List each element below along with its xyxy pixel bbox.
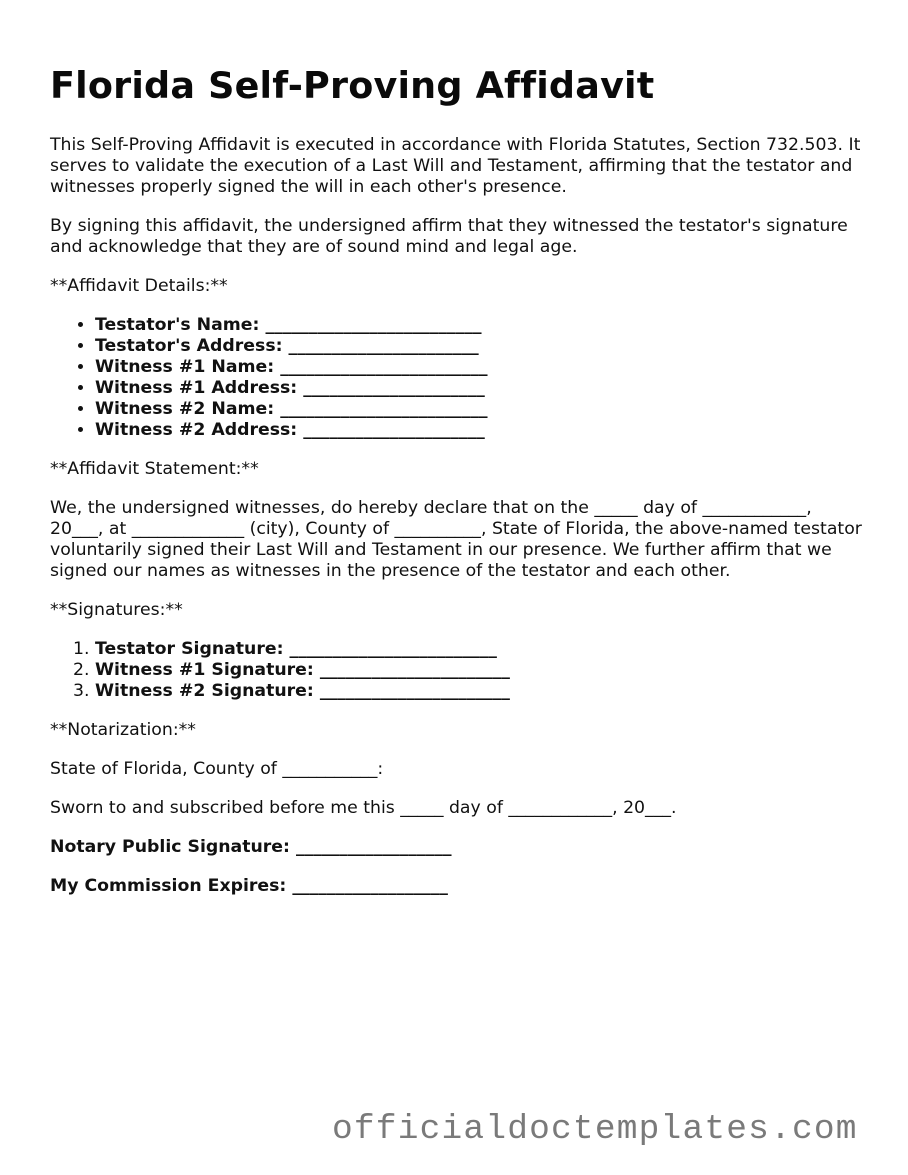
notary-signature-blank[interactable]: __________________ bbox=[295, 837, 452, 857]
notary-signature-label: Notary Public Signature: bbox=[50, 837, 290, 857]
signature-item-witness2 bbox=[95, 681, 870, 702]
detail-item-witness2-name bbox=[95, 399, 870, 420]
signatures-list bbox=[50, 639, 870, 702]
commission-expires-blank[interactable]: __________________ bbox=[292, 876, 448, 896]
detail-item-witness1-name bbox=[95, 357, 870, 378]
intro-paragraph-2: By signing this affidavit, the undersigned affirm that they witnessed the testator's signature and acknowledge that they are of sound mind and legal age. bbox=[50, 216, 848, 257]
details-heading: **Affidavit Details:** bbox=[50, 276, 228, 296]
detail-label: Witness #2 Name: bbox=[95, 399, 275, 419]
statement-text: We, the undersigned witnesses, do hereby declare that on the _____ day of ____________, 20___, at _____________ (city), County of __________, State of Florida, the above-named testator voluntarily signed their Last Will and Testament in our presence. We further affirm that we signed our names as witnesses in the presence of the testator and each other. bbox=[50, 498, 862, 581]
notarization-sworn-line: Sworn to and subscribed before me this _____ day of ____________, 20___. bbox=[50, 798, 677, 818]
signature-label: Witness #2 Signature: bbox=[95, 681, 314, 701]
notarization-county-line: State of Florida, County of ___________: bbox=[50, 759, 384, 779]
witness2-signature-blank[interactable]: ______________________ bbox=[319, 681, 510, 701]
witness1-name-blank[interactable]: ________________________ bbox=[280, 357, 488, 377]
commission-expires-label: My Commission Expires: bbox=[50, 876, 287, 896]
detail-label: Witness #1 Name: bbox=[95, 357, 275, 377]
signature-item-testator bbox=[95, 639, 870, 660]
intro-paragraph-1: This Self-Proving Affidavit is executed in accordance with Florida Statutes, Section 732.503. It serves to validate the execution of a Last Will and Testament, affirming that the testator and witnesses properly signed the will in each other's presence. bbox=[50, 135, 861, 197]
detail-label: Testator's Name: bbox=[95, 315, 260, 335]
signature-label: Testator Signature: bbox=[95, 639, 284, 659]
witness1-signature-blank[interactable]: ______________________ bbox=[319, 660, 510, 680]
testator-address-blank[interactable]: ______________________ bbox=[288, 336, 479, 356]
watermark-text: officialdoctemplates.com bbox=[332, 1110, 858, 1149]
statement-heading: **Affidavit Statement:** bbox=[50, 459, 259, 479]
detail-label: Testator's Address: bbox=[95, 336, 283, 356]
detail-label: Witness #1 Address: bbox=[95, 378, 298, 398]
detail-item-testator-name bbox=[95, 315, 870, 336]
notarization-heading: **Notarization:** bbox=[50, 720, 196, 740]
witness2-name-blank[interactable]: ________________________ bbox=[280, 399, 488, 419]
signatures-heading: **Signatures:** bbox=[50, 600, 183, 620]
testator-signature-blank[interactable]: ________________________ bbox=[289, 639, 497, 659]
witness2-address-blank[interactable]: _____________________ bbox=[303, 420, 485, 440]
notary-signature-line bbox=[50, 837, 870, 858]
document-title: Florida Self-Proving Affidavit bbox=[50, 64, 655, 107]
signature-item-witness1 bbox=[95, 660, 870, 681]
commission-expires-line bbox=[50, 876, 870, 897]
detail-label: Witness #2 Address: bbox=[95, 420, 298, 440]
testator-name-blank[interactable]: _________________________ bbox=[265, 315, 482, 335]
detail-item-witness2-address bbox=[95, 420, 870, 441]
signature-label: Witness #1 Signature: bbox=[95, 660, 314, 680]
document-page bbox=[50, 62, 870, 915]
detail-item-testator-address bbox=[95, 336, 870, 357]
witness1-address-blank[interactable]: _____________________ bbox=[303, 378, 485, 398]
details-list bbox=[50, 315, 870, 441]
detail-item-witness1-address bbox=[95, 378, 870, 399]
